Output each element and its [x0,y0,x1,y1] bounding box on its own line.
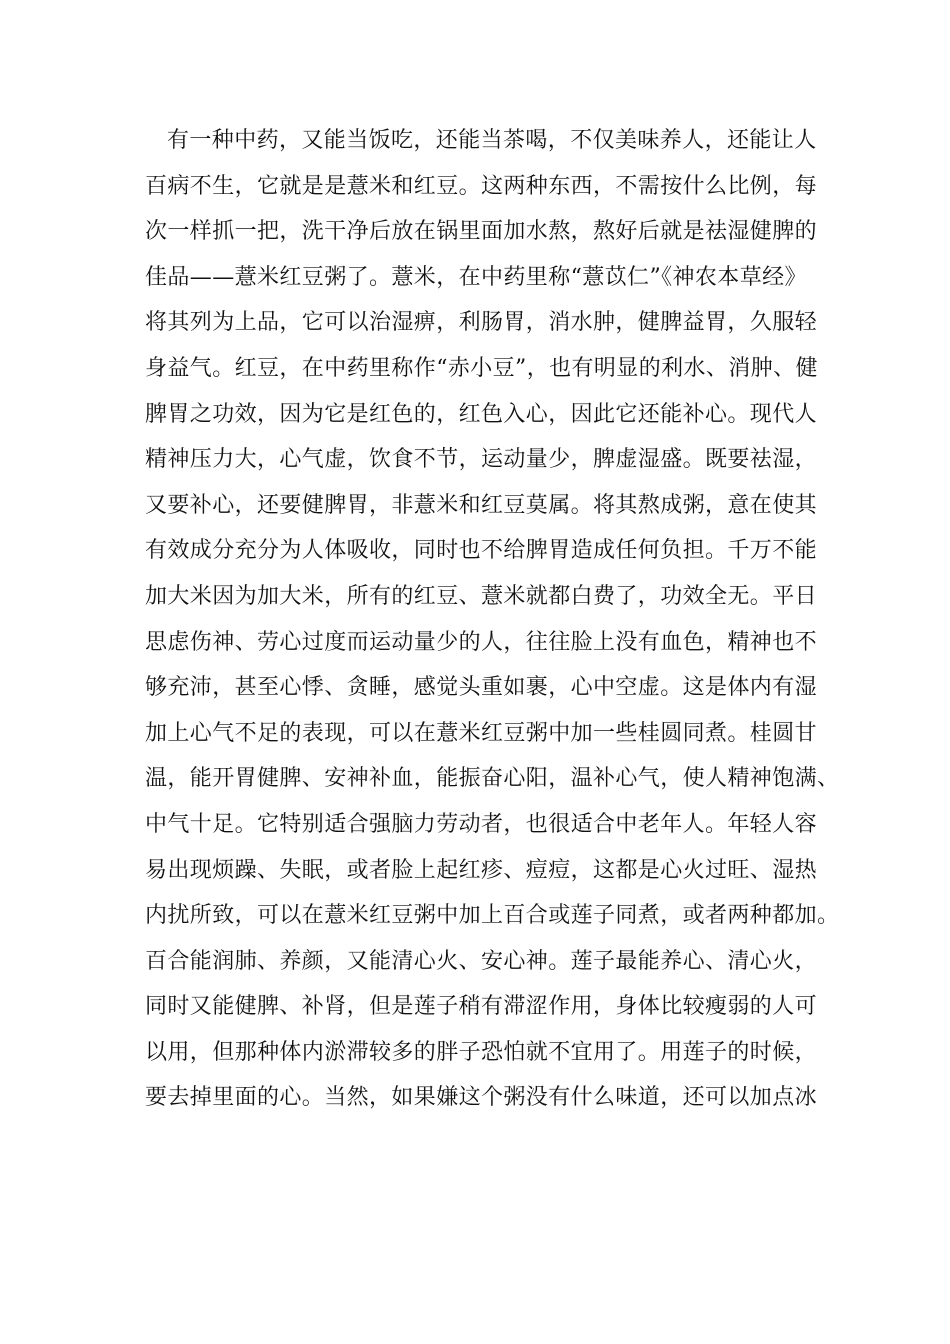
text-line: 以用，但那种体内淤滞较多的胖子恐怕就不宜用了。用莲子的时候， [145,1039,818,1065]
text-line: 加上心气不足的表现，可以在薏米红豆粥中加一些桂圆同煮。桂圆甘 [145,720,818,746]
text-line: 百合能润肺、养颜，又能清心火、安心神。莲子最能养心、清心火， [145,948,818,974]
text-line: 够充沛，甚至心悸、贪睡，感觉头重如裹，心中空虚。这是体内有湿 [145,675,818,701]
text-line: 精神压力大，心气虚，饮食不节，运动量少，脾虚湿盛。既要祛湿， [145,447,818,473]
text-line: 有效成分充分为人体吸收，同时也不给脾胃造成任何负担。千万不能 [145,538,818,564]
text-line: 身益气。红豆，在中药里称作“赤小豆”，也有明显的利水、消肿、健 [145,355,818,381]
text-line: 要去掉里面的心。当然，如果嫌这个粥没有什么味道，还可以加点冰 [145,1085,818,1111]
text-line: 又要补心，还要健脾胃，非薏米和红豆莫属。将其熬成粥，意在使其 [145,492,818,518]
text-line: 佳品——薏米红豆粥了。薏米，在中药里称“薏苡仁”《神农本草经》 [145,264,807,290]
text-line: 同时又能健脾、补肾，但是莲子稍有滞涩作用，身体比较瘦弱的人可 [145,994,818,1020]
text-line: 易出现烦躁、失眠，或者脸上起红疹、痘痘，这都是心火过旺、湿热 [145,857,818,883]
text-line: 思虑伤神、劳心过度而运动量少的人，往往脸上没有血色，精神也不 [145,629,818,655]
text-line: 将其列为上品，它可以治湿痹，利肠胃，消水肿，健脾益胃，久服轻 [145,310,818,336]
text-line: 加大米因为加大米，所有的红豆、薏米就都白费了，功效全无。平日 [145,583,818,609]
text-line: 内扰所致，可以在薏米红豆粥中加上百合或莲子同煮，或者两种都加。 [145,903,840,929]
text-line: 有一种中药，又能当饭吃，还能当茶喝，不仅美味养人，还能让人 [167,128,817,153]
text-line: 次一样抓一把，洗干净后放在锅里面加水熬，熬好后就是祛湿健脾的 [145,219,818,245]
text-line: 温，能开胃健脾、安神补血，能振奋心阳，温补心气，使人精神饱满、 [145,766,840,792]
text-line: 中气十足。它特别适合强脑力劳动者，也很适合中老年人。年轻人容 [145,811,818,837]
body-paragraph [145,118,840,1121]
text-line: 脾胃之功效，因为它是红色的，红色入心，因此它还能补心。现代人 [145,401,818,427]
text-line: 百病不生，它就是是薏米和红豆。这两种东西，不需按什么比例，每 [145,173,818,199]
